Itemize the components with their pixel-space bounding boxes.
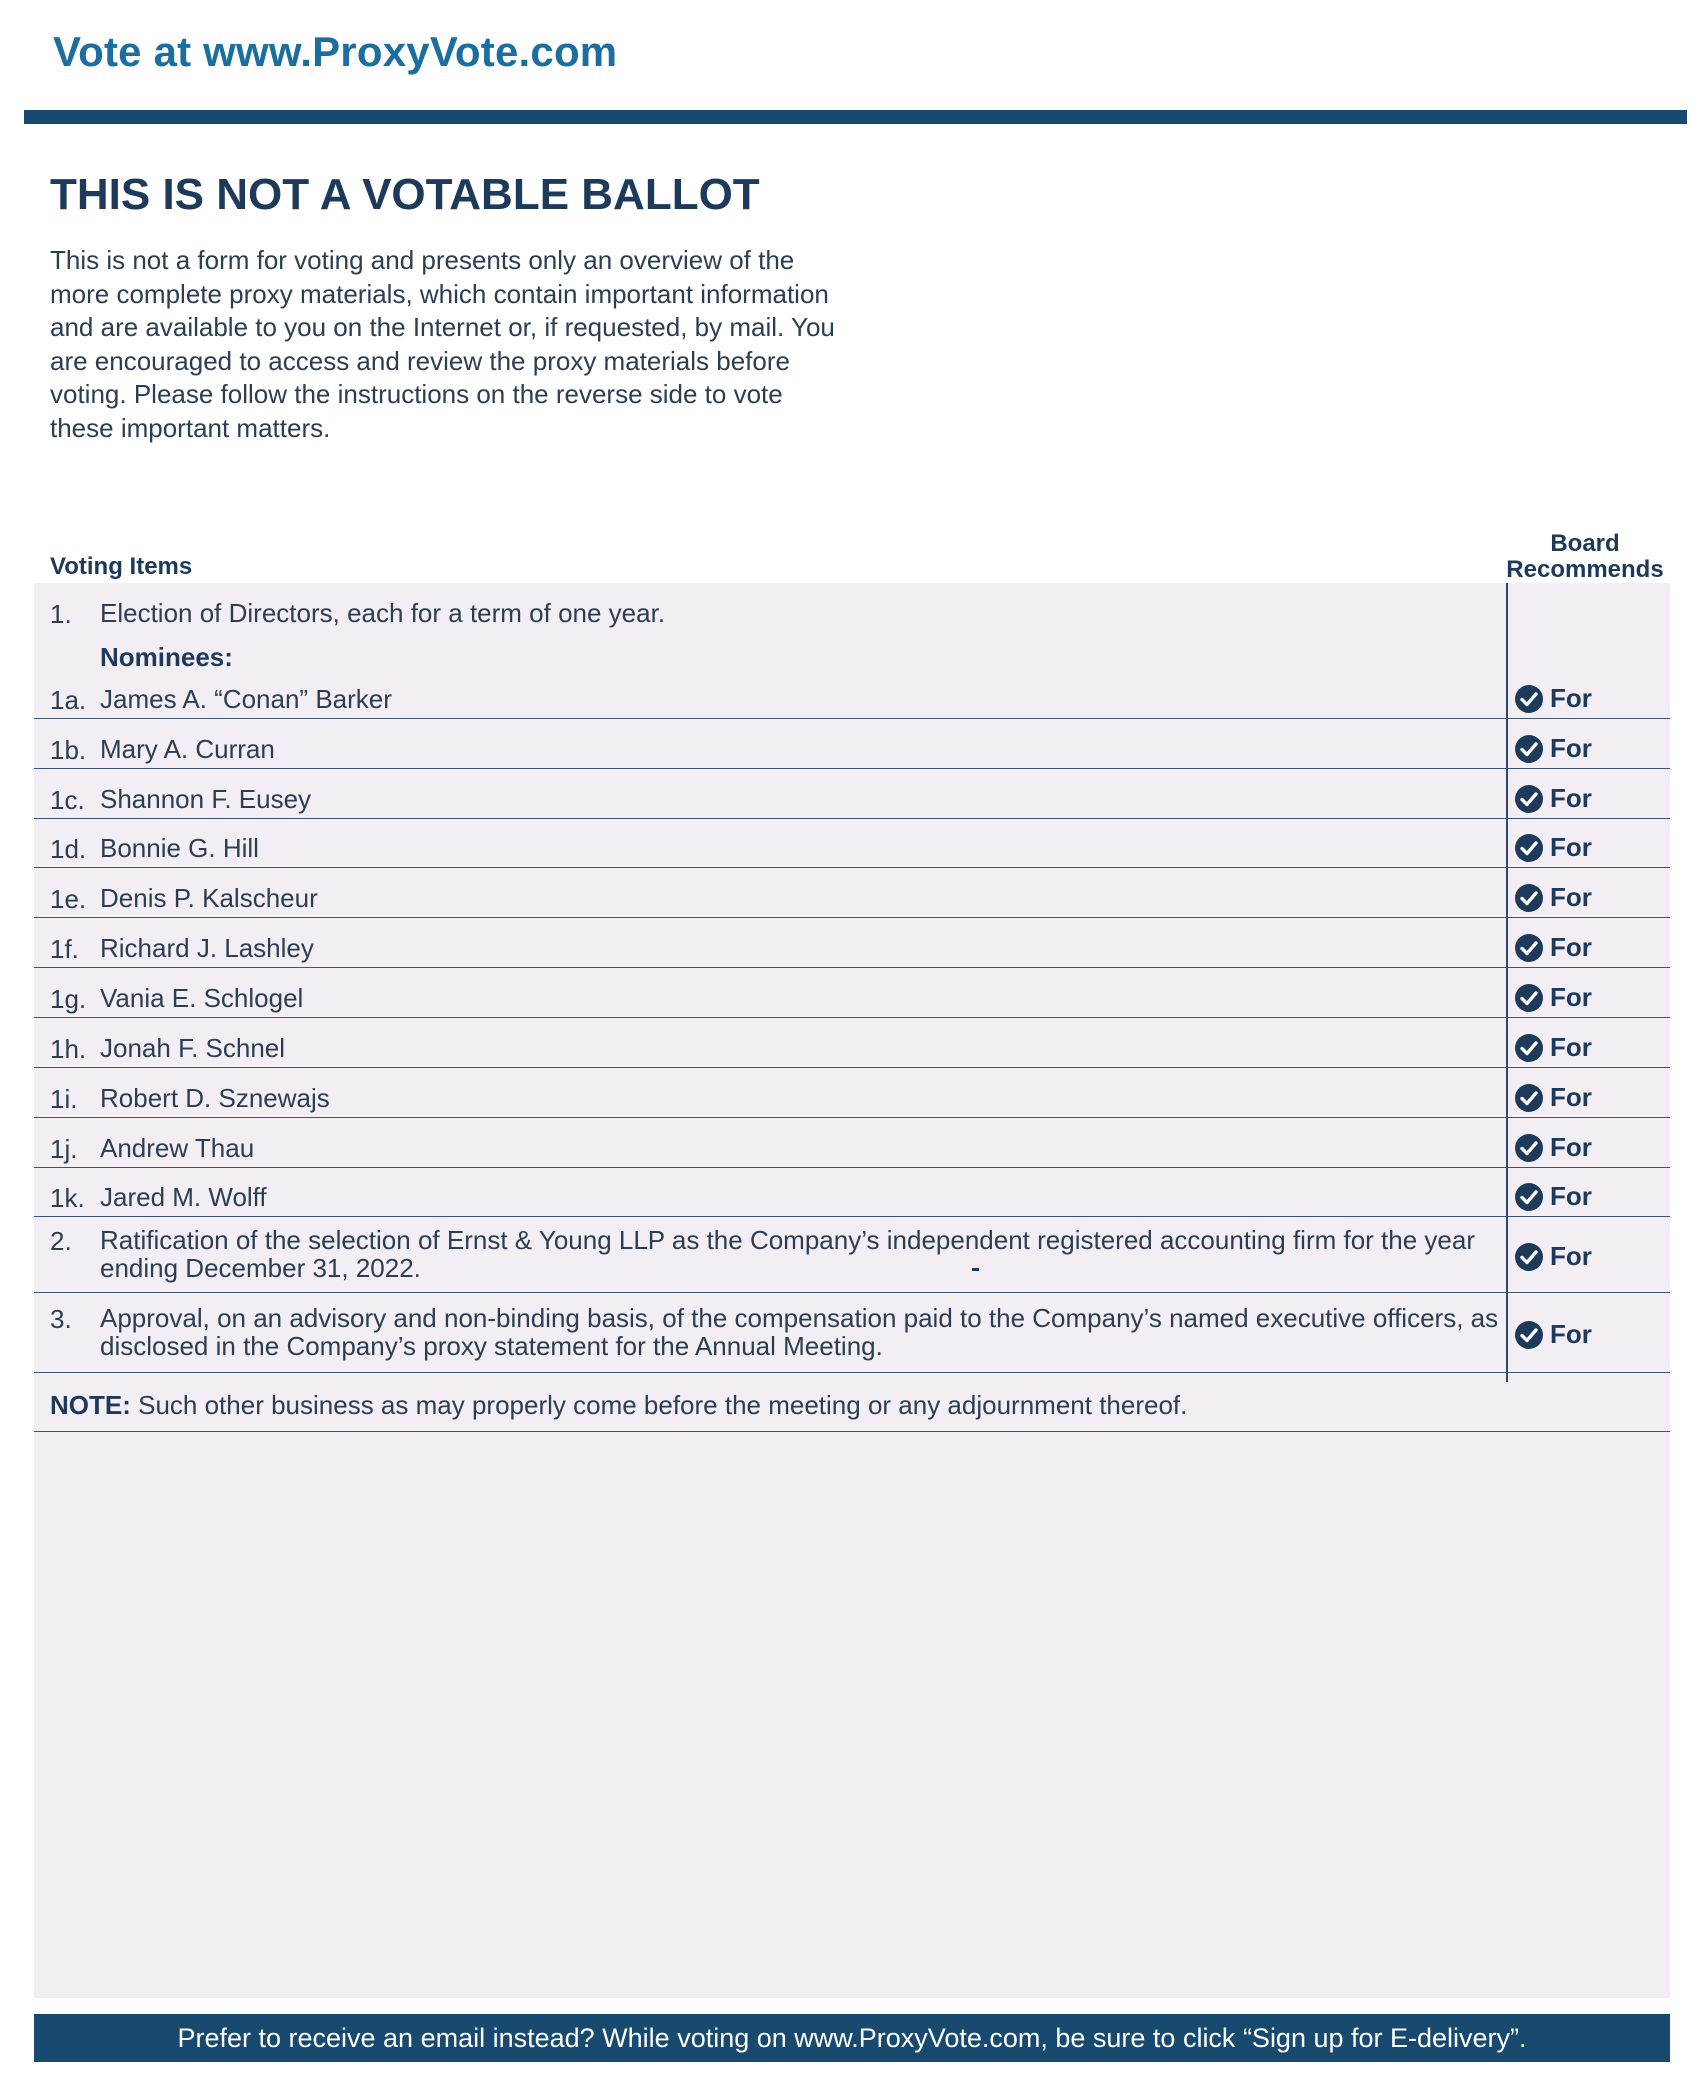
header-rule xyxy=(24,110,1687,124)
row-number: 1k. xyxy=(50,1183,85,1213)
row-number: 2. xyxy=(50,1226,72,1256)
row-divider xyxy=(34,1067,1670,1068)
row-text: James A. “Conan” Barker xyxy=(100,684,392,714)
row-number: 1h. xyxy=(50,1034,87,1064)
row-number: 1a. xyxy=(50,685,87,715)
item1-number: 1. xyxy=(50,599,72,629)
row-number: 1j. xyxy=(50,1134,78,1164)
recommendation-label: For xyxy=(1550,1319,1592,1349)
recommendation-label: For xyxy=(1550,1082,1592,1112)
row-divider xyxy=(34,718,1670,719)
board-recommendation xyxy=(1514,1082,1592,1113)
checkmark-circle-icon xyxy=(1514,1320,1544,1350)
row-number: 1b. xyxy=(50,735,87,765)
row-number: 1g. xyxy=(50,984,87,1014)
row-divider xyxy=(34,1117,1670,1118)
board-recommendation xyxy=(1514,1319,1592,1350)
row-divider xyxy=(34,1216,1670,1217)
board-recommendation xyxy=(1514,1132,1592,1163)
board-recommendation xyxy=(1514,882,1592,913)
row-text: Vania E. Schlogel xyxy=(100,983,304,1013)
checkmark-circle-icon xyxy=(1514,1033,1544,1063)
row-text: Richard J. Lashley xyxy=(100,933,314,963)
recommendation-label: For xyxy=(1550,882,1592,912)
footer-banner: Prefer to receive an email instead? While voting on www.ProxyVote.com, be sure to click “Sign up for E-delivery”. xyxy=(34,2014,1670,2062)
recommendation-label: For xyxy=(1550,1181,1592,1211)
row-divider xyxy=(34,768,1670,769)
recommendation-label: For xyxy=(1550,832,1592,862)
note-text: Such other business as may properly come before the meeting or any adjournment thereof. xyxy=(130,1390,1188,1420)
stray-mark xyxy=(972,1268,979,1271)
row-text: Ratification of the selection of Ernst & Young LLP as the Company’s independent registered accounting firm for the year ending December 31, 2022. xyxy=(100,1225,1475,1283)
checkmark-circle-icon xyxy=(1514,983,1544,1013)
recommendation-label: For xyxy=(1550,683,1592,713)
column-divider xyxy=(1506,583,1508,1382)
board-recommendation xyxy=(1514,1241,1592,1272)
checkmark-circle-icon xyxy=(1514,1133,1544,1163)
nominees-label: Nominees: xyxy=(100,642,233,672)
row-text: Andrew Thau xyxy=(100,1133,255,1163)
note-label: NOTE: xyxy=(50,1390,131,1420)
row-number: 1e. xyxy=(50,884,87,914)
row-text: Robert D. Sznewajs xyxy=(100,1083,330,1113)
row-text: Shannon F. Eusey xyxy=(100,784,312,814)
row-divider xyxy=(34,917,1670,918)
note-line xyxy=(50,1390,1187,1421)
row-number: 1c. xyxy=(50,785,85,815)
row-number: 3. xyxy=(50,1304,72,1334)
board-recommendation xyxy=(1514,1181,1592,1212)
board-recommendation xyxy=(1514,733,1592,764)
row-number: 1i. xyxy=(50,1084,78,1114)
row-divider xyxy=(34,1292,1670,1293)
checkmark-circle-icon xyxy=(1514,684,1544,714)
row-divider xyxy=(34,867,1670,868)
checkmark-circle-icon xyxy=(1514,1182,1544,1212)
header-title: Vote at www.ProxyVote.com xyxy=(53,28,618,75)
board-recommendation xyxy=(1514,683,1592,714)
recommendation-label: For xyxy=(1550,733,1592,763)
row-divider xyxy=(34,1167,1670,1168)
recommendation-label: For xyxy=(1550,1241,1592,1271)
recommendation-label: For xyxy=(1550,982,1592,1012)
row-text: Denis P. Kalscheur xyxy=(100,883,318,913)
checkmark-circle-icon xyxy=(1514,883,1544,913)
row-divider xyxy=(34,818,1670,819)
row-divider xyxy=(34,1431,1670,1432)
row-text: Mary A. Curran xyxy=(100,734,275,764)
row-text: Bonnie G. Hill xyxy=(100,833,259,863)
board-recommendation xyxy=(1514,932,1592,963)
item1-text: Election of Directors, each for a term of one year. xyxy=(100,598,666,628)
checkmark-circle-icon xyxy=(1514,784,1544,814)
voting-items-heading: Voting Items xyxy=(50,553,193,580)
board-recommendation xyxy=(1514,832,1592,863)
recommendation-label: For xyxy=(1550,932,1592,962)
board-recommendation xyxy=(1514,982,1592,1013)
board-recommends-line1: Board xyxy=(1550,530,1620,557)
checkmark-circle-icon xyxy=(1514,833,1544,863)
row-text: Jonah F. Schnel xyxy=(100,1033,286,1063)
row-divider xyxy=(34,967,1670,968)
intro-paragraph: This is not a form for voting and presents only an overview of the more complete proxy materials, which contain important information and are available to you on the Internet or, if requested, by mail. You are encouraged to access and review the proxy materials before voting. Please follow the instructions on the reverse side to vote these important matters. xyxy=(50,245,835,443)
page-title: THIS IS NOT A VOTABLE BALLOT xyxy=(50,170,760,219)
row-divider xyxy=(34,1372,1670,1373)
recommendation-label: For xyxy=(1550,783,1592,813)
row-number: 1d. xyxy=(50,834,87,864)
row-text: Approval, on an advisory and non-binding basis, of the compensation paid to the Company’s named executive officers, as disclosed in the Company’s proxy statement for the Annual Meeting. xyxy=(100,1303,1499,1361)
recommendation-label: For xyxy=(1550,1032,1592,1062)
checkmark-circle-icon xyxy=(1514,1242,1544,1272)
board-recommends-line2: Recommends xyxy=(1506,556,1664,583)
row-text: Jared M. Wolff xyxy=(100,1182,267,1212)
checkmark-circle-icon xyxy=(1514,734,1544,764)
row-number: 1f. xyxy=(50,934,79,964)
checkmark-circle-icon xyxy=(1514,1083,1544,1113)
recommendation-label: For xyxy=(1550,1132,1592,1162)
board-recommends-heading xyxy=(1505,531,1665,583)
row-divider xyxy=(34,1017,1670,1018)
board-recommendation xyxy=(1514,1032,1592,1063)
board-recommendation xyxy=(1514,783,1592,814)
checkmark-circle-icon xyxy=(1514,933,1544,963)
